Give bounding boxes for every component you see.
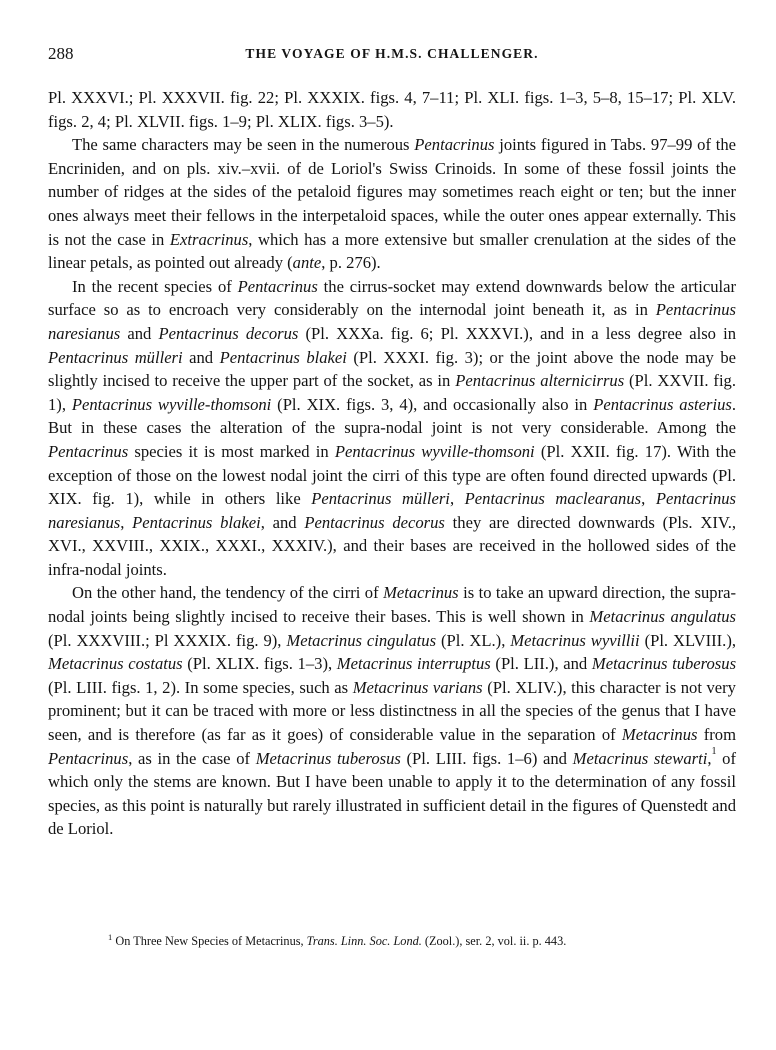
- footnote-text: [112, 934, 566, 948]
- text-run: joints figured in Tabs. 97–99 of the Encriniden, and on pls. xiv.–xvii. of de Loriol's Swiss Crinoids. In some of these fossil joints the number of ridges at the sides of the petaloid figures may sometimes reach eight or ten; but the inner ones always meet their fellows in the interpetaloid spaces, while the outer ones appear externally. This is not the case in: [48, 135, 737, 249]
- italic-text: Pentacrinus: [48, 441, 129, 461]
- text-run: (Pl. LIII. figs. 1, 2). In some species, such as: [48, 677, 353, 697]
- paragraph: [48, 86, 736, 133]
- italic-text: Extracrinus: [169, 229, 249, 249]
- footnote-reference: 1: [711, 745, 717, 757]
- italic-text: Pentacrinus: [48, 748, 129, 768]
- page-number: 288: [48, 44, 74, 63]
- text-run: (Pl. LII.), and: [490, 654, 592, 674]
- italic-text: Metacrinus costatus: [48, 654, 183, 674]
- text-run: On the other hand, the tendency of the cirri of: [72, 583, 384, 603]
- text-run: ,: [707, 748, 712, 768]
- text-run: and: [120, 323, 159, 343]
- text-run: (Pl. XLVIII.),: [639, 630, 736, 650]
- body-text: [48, 86, 736, 841]
- text-run: In the recent species of: [72, 276, 238, 296]
- text-run: , p. 276).: [321, 253, 381, 273]
- text-run: (Zool.), ser. 2, vol. ii. p. 443.: [421, 934, 567, 948]
- italic-text: Metacrinus: [383, 583, 459, 603]
- italic-text: Metacrinus stewarti: [572, 748, 708, 768]
- italic-text: Metacrinus angulatus: [589, 607, 736, 627]
- italic-text: Pentacrinus alternicirrus: [455, 371, 625, 391]
- text-run: , and: [260, 512, 305, 532]
- italic-text: Pentacrinus blakei: [219, 347, 347, 367]
- text-run: is to take an upward direction, the supra-nodal joints being slightly incised to receive their bases. This is well shown in: [48, 583, 736, 627]
- italic-text: Pentacrinus asterius: [593, 394, 732, 414]
- footnote-marker: 1: [108, 932, 113, 942]
- text-run: Pl. XXXVI.; Pl. XXXVII. fig. 22; Pl. XXXIX. figs. 4, 7–11; Pl. XLI. figs. 1–3, 5–8, 15–17; Pl. XLV. figs. 2, 4; Pl. XLVII. figs. 1–9; Pl. XLIX. figs. 3–5).: [48, 88, 736, 131]
- text-run: ,: [641, 489, 656, 509]
- italic-text: Pentacrinus naresianus: [48, 489, 737, 532]
- italic-text: ante: [292, 253, 322, 273]
- text-run: the cirrus-socket may extend downwards below the articular surface so as to encroach very considerably on the internodal joint beneath it, as in: [48, 276, 737, 320]
- text-run: The same characters may be seen in the numerous: [72, 135, 415, 155]
- italic-text: Metacrinus cingulatus: [286, 630, 437, 650]
- text-run: . But in these cases the alteration of the supra-nodal joint is not very considerable. Among the: [48, 394, 736, 438]
- italic-text: Pentacrinus decorus: [304, 512, 445, 532]
- paragraph: [48, 275, 736, 582]
- italic-text: Trans. Linn. Soc. Lond.: [306, 934, 422, 948]
- italic-text: Metacrinus wyvillii: [510, 630, 640, 650]
- text-run: , which has a more extensive but smaller crenulation at the sides of the linear petals, as pointed out already (: [48, 229, 737, 273]
- text-run: ,: [120, 512, 133, 532]
- italic-text: Metacrinus interruptus: [336, 654, 491, 674]
- text-run: they are directed downwards (Pls. XIV., XVI., XXVIII., XXIX., XXXI., XXXIV.), and their bases are received in the hollowed sides of the infra-nodal joints.: [48, 512, 737, 579]
- italic-text: Pentacrinus naresianus: [48, 300, 736, 343]
- italic-text: Metacrinus: [621, 725, 698, 745]
- italic-text: Pentacrinus: [414, 135, 495, 155]
- text-run: (Pl. LIII. figs. 1–6) and: [400, 748, 573, 768]
- page-header: [48, 44, 736, 66]
- italic-text: Pentacrinus mülleri: [48, 347, 183, 367]
- text-run: of which only the stems are known. But I have been unable to apply it to the determination of any fossil species, as this point is naturally but rarely illustrated in sufficient detail in the figures of Quenstedt and de Loriol.: [48, 748, 736, 839]
- text-run: (Pl. XLIV.), this character is not very prominent; but it can be traced with more or less distinctness in all the species of the genus that I have seen, and is therefore (as far as it goes) of considerable value in the separation of: [48, 677, 736, 745]
- text-run: (Pl. XXVII. fig. 1),: [48, 371, 736, 414]
- paragraph: [48, 581, 736, 841]
- italic-text: Pentacrinus: [237, 276, 318, 296]
- footnote: [48, 933, 736, 950]
- italic-text: Metacrinus tuberosus: [255, 748, 401, 768]
- text-run: (Pl. XXXa. fig. 6; Pl. XXXVI.), and in a less degree also in: [298, 323, 736, 343]
- italic-text: Metacrinus tuberosus: [591, 654, 737, 674]
- text-run: (Pl. XL.),: [436, 630, 511, 650]
- text-run: On Three New Species of Metacrinus,: [112, 934, 307, 948]
- text-run: , as in the case of: [128, 748, 256, 768]
- italic-text: Metacrinus varians: [352, 677, 483, 697]
- text-run: ,: [449, 489, 465, 509]
- text-run: species it is most marked in: [128, 441, 335, 461]
- text-run: from: [697, 725, 736, 745]
- italic-text: Pentacrinus decorus: [158, 323, 299, 343]
- text-run: (Pl. XXXI. fig. 3); or the joint above the node may be slightly incised to receive the upper part of the socket, as in: [48, 347, 736, 391]
- italic-text: Pentacrinus wyville-thomsoni: [334, 441, 535, 461]
- text-run: (Pl. XLIX. figs. 1–3),: [182, 654, 337, 674]
- running-title: THE VOYAGE OF H.M.S. CHALLENGER.: [245, 46, 539, 61]
- text-run: (Pl. XXXVIII.; Pl XXXIX. fig. 9),: [48, 630, 287, 650]
- text-run: (Pl. XXII. fig. 17). With the exception of those on the lowest nodal joint the cirri of this type are often found directed upwards (Pl. XIX. fig. 1), while in others like: [48, 441, 736, 509]
- italic-text: Pentacrinus wyville-thomsoni: [71, 394, 272, 414]
- text-run: (Pl. XIX. figs. 3, 4), and occasionally also in: [271, 394, 594, 414]
- text-run: and: [182, 347, 220, 367]
- italic-text: Pentacrinus maclearanus: [464, 489, 642, 509]
- italic-text: Pentacrinus blakei: [132, 512, 261, 532]
- paragraph: [48, 133, 736, 275]
- italic-text: Pentacrinus mülleri: [311, 489, 450, 509]
